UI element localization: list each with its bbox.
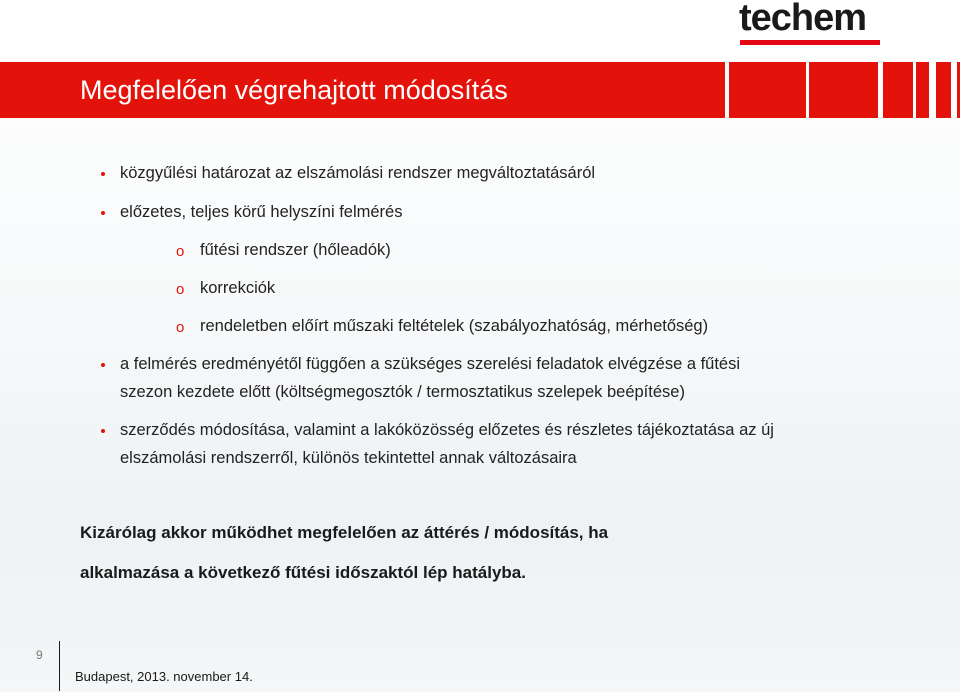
sub-bullet-marker: o bbox=[176, 281, 185, 298]
footer-date: Budapest, 2013. november 14. bbox=[75, 669, 253, 684]
page-number: 9 bbox=[36, 648, 43, 662]
decorative-stripes bbox=[700, 62, 960, 118]
logo-wordmark: techem bbox=[739, 0, 867, 39]
footer-divider bbox=[59, 641, 60, 691]
bullet-text: előzetes, teljes körű helyszíni felmérés bbox=[120, 203, 403, 221]
bullet-text-line1: a felmérés eredményétől függően a szükséges szerelési feladatok elvégzése a fűtési bbox=[120, 355, 741, 373]
sub-bullet-text: rendeletben előírt műszaki feltételek (szabályozhatóság, mérhetőség) bbox=[200, 317, 709, 335]
conclusion-line1: Kizárólag akkor működhet megfelelően az áttérés / módosítás, ha bbox=[80, 523, 609, 542]
bullet-text-line2: szezon kezdete előtt (költségmegosztók / termosztatikus szelepek beépítése) bbox=[120, 383, 685, 401]
conclusion-line2: alkalmazása a következő fűtési időszaktól lép hatályba. bbox=[80, 563, 526, 582]
sub-bullet-marker: o bbox=[176, 319, 185, 336]
bullet-text: közgyűlési határozat az elszámolási rendszer megváltoztatásáról bbox=[120, 164, 596, 182]
sub-bullet-text: korrekciók bbox=[200, 279, 276, 297]
bullet-marker bbox=[101, 172, 105, 176]
logo-underline bbox=[740, 40, 880, 45]
sub-bullet-marker: o bbox=[176, 243, 185, 260]
bullet-marker bbox=[101, 211, 105, 215]
bullet-text-line2: elszámolási rendszerről, különös tekintettel annak változásaira bbox=[120, 449, 577, 467]
slide-title: Megfelelően végrehajtott módosítás bbox=[80, 75, 508, 105]
bullet-marker bbox=[101, 363, 105, 367]
sub-bullet-text: fűtési rendszer (hőleadók) bbox=[200, 241, 391, 259]
bullet-text-line1: szerződés módosítása, valamint a lakóközösség előzetes és részletes tájékoztatása az új bbox=[120, 421, 774, 439]
bullet-marker bbox=[101, 429, 105, 433]
techem-logo bbox=[739, 0, 885, 48]
